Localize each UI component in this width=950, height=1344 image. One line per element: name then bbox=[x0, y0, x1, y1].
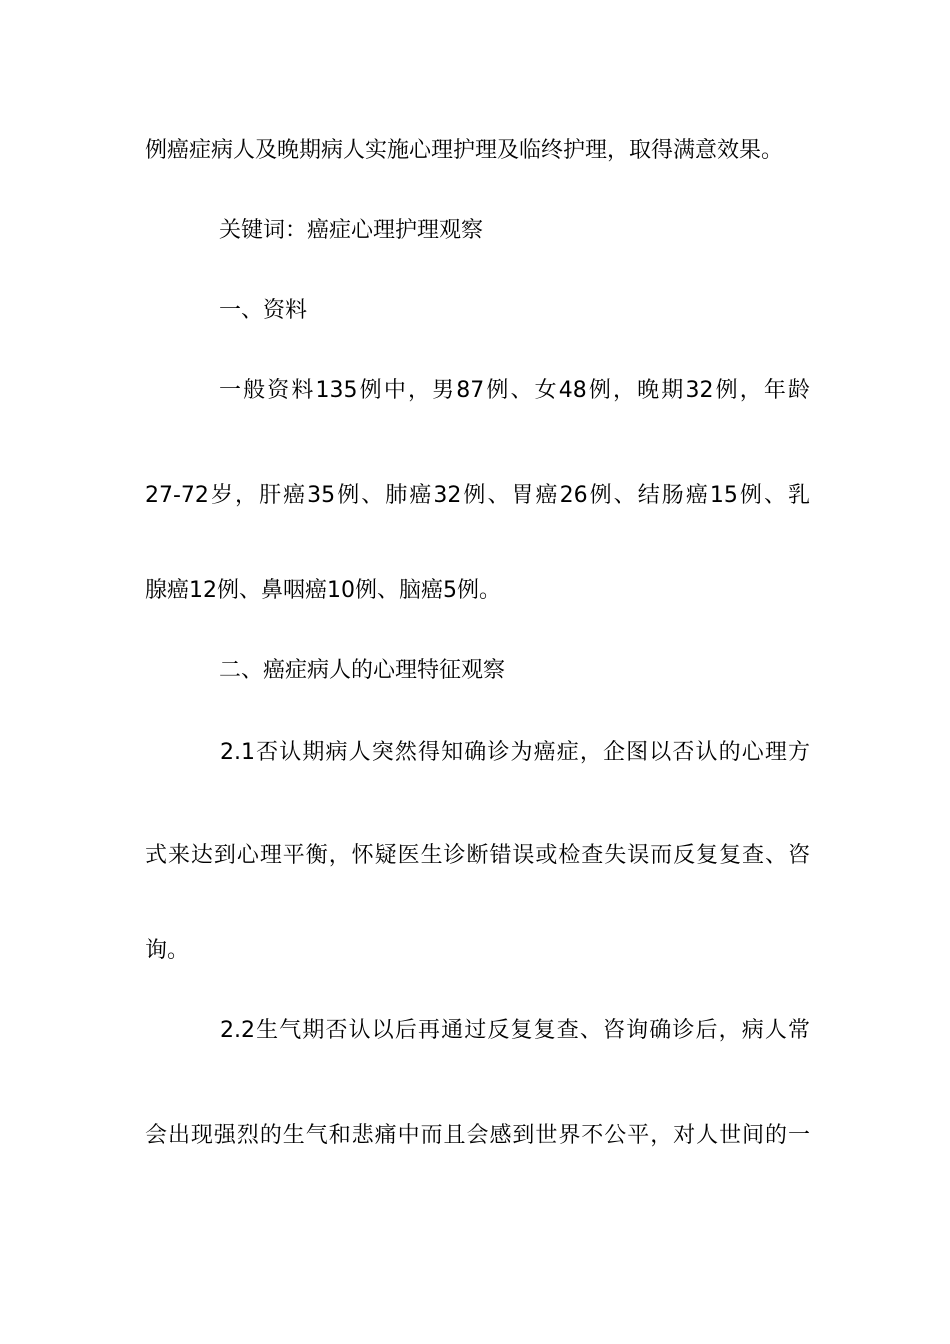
text-line: 会出现强烈的生气和悲痛中而且会感到世界不公平，对人世间的一 bbox=[145, 1123, 810, 1148]
section-heading: 二、癌症病人的心理特征观察 bbox=[219, 658, 506, 683]
section-heading: 一、资料 bbox=[219, 298, 308, 323]
text-line: 式来达到心理平衡，怀疑医生诊断错误或检查失误而反复复查、咨 bbox=[145, 843, 810, 868]
text-line: 腺癌12例、鼻咽癌10例、脑癌5例。 bbox=[145, 578, 501, 603]
text-line: 27-72岁，肝癌35例、肺癌32例、胃癌26例、结肠癌15例、乳 bbox=[145, 483, 810, 508]
text-line: 一般资料135例中，男87例、女48例，晚期32例，年龄 bbox=[219, 378, 810, 403]
text-line: 2.2生气期否认以后再通过反复复查、咨询确诊后，病人常 bbox=[220, 1018, 810, 1043]
text-line: 询。 bbox=[145, 938, 190, 963]
text-line: 例癌症病人及晚期病人实施心理护理及临终护理，取得满意效果。 bbox=[145, 138, 784, 163]
keywords-line: 关键词：癌症心理护理观察 bbox=[219, 218, 484, 243]
text-line: 2.1否认期病人突然得知确诊为癌症，企图以否认的心理方 bbox=[220, 740, 810, 765]
